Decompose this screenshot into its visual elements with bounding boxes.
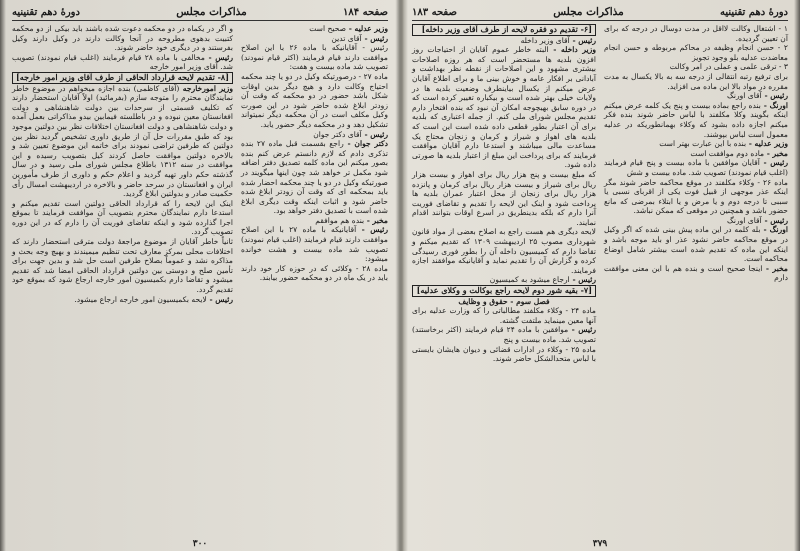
right-page-footer: ۳۷۹ [592, 539, 608, 549]
speaker-name: دکتر جوان - [343, 139, 388, 149]
speaker-name: مخبر - [762, 263, 788, 273]
speech-text: لایحه بکمیسیون امور خارجه ارجاع میشود. [74, 294, 207, 304]
speaker-name: رئیس - [361, 33, 388, 43]
right-col1-speaker-paragraph [604, 225, 788, 263]
right-col2-speaker-paragraph [412, 275, 596, 285]
right-page [400, 0, 800, 551]
left-col1-speaker-paragraph [241, 34, 388, 44]
right-page-body [412, 24, 788, 364]
left-col2-paragraph: ثانیاً خاطر آقایان از موضوع مراجعهٔ دولت مترقی استحضار دارند که اختلافات محلی بمرکز معارف تحت تنظیم میمیندند و بهیچ وجه بحث و مذاکره نشد و عموماً بصلاح طرفین است حل شد و بدین جهت برای تأمین صلح و دوستی بین دولتین قرارداد الحاقی امضا شد که تقدیم میشود و تقاضا دارم بکمیسیون امور خارجه ارجاع شود که بموقع خود تقدیم گردد. [12, 237, 233, 295]
speaker-name: رئیس - [361, 129, 388, 139]
speaker-name: مخبر - [764, 148, 788, 158]
right-col1-paragraph: ۳ - ترقی علمی و عملی در امر وکالت [669, 62, 788, 72]
speech-text: اینجا صحیح است و بنده هم با این معنی موافقت دارم [604, 263, 788, 283]
speech-text: ارجاع میشود به کمیسیون [489, 275, 570, 285]
speech-text: موافقین با ماده ۲۴ قیام فرمایند (اکثر برخاستند) تصویب شد. ماده بیست و پنج [412, 325, 596, 344]
right-col2-speaker-paragraph [412, 325, 596, 344]
left-page-session: دورهٔ دهم تقنینیه [12, 7, 80, 18]
right-page-number: صفحه ۱۸۳ [412, 7, 457, 18]
right-col2-paragraph: ماده ۲۵ - وکلاء در ادارات قضائی و دیوان هایشان بایستی با لباس متحدالشکل حاضر شوند. [412, 344, 597, 364]
speaker-name: رئیس - [569, 35, 596, 45]
speech-text: البته خاطر عموم آقایان از احتیاجات روز افزون بلدیه ها مستحضر است که هر روزه اصلاحات بیشتری مشهود و این اصلاحات از نقطه نظر بهداشت و آبادانی بر افکار عامه و خوش بینی ما و برای اطلاع آقایان عرض میکنم از یکسال بیاینطرف وضعیت بلدیه ها در ولایات خیلی بهتر شده است و بیکباره تغییر کرده است که در دوره سابق بهیچوجه امکان آن نبود که بنده افتخار دارم تقدیم مجلس شورای ملی کنم. از جمله اعتباری که بلدیه برای آن اعتبار بطور قطعی داده شده است این است که بلدیه های اهواز و شیراز و کرمان و زنجان محتاج یک مساعدت مالی میباشند و استدعا دارم آقایان موافقت فرمایند که برای پرداخت این مبلغ از اعتبار بلدیه ها صورتی داده شود. [412, 45, 596, 170]
left-col2-section-heading: [۸- تقدیم لایحه قرارداد الحاقی از طرف آقای وزیر امور خارجه] [12, 72, 233, 84]
speaker-name: وزیر داخله - [548, 45, 596, 55]
right-col1-paragraph: ۱ - اشتغال وکالت لااقل در مدت دوسال در درجه که برای آن تعیین گردیده. [604, 24, 788, 43]
left-page-column-2 [12, 24, 233, 304]
left-col2-paragraph: و اگر در یکماه در دو محکمه دعوت شده باشند باید بیکی از دو محکمه کتبیت بدهوی مطروحه در آنجا وکالت دارند در وکیل دارند وکیل بفرستند و در دیگری خود حاضر شوند. [12, 24, 233, 53]
right-col1-speaker-paragraph [604, 101, 788, 139]
left-col2-speaker-paragraph [12, 84, 233, 199]
speaker-name: رئیس - [759, 158, 788, 168]
speech-text: آقایان موافقین با ماده بیست و پنج قیام فرمایند (اغلب قیام نمودند) تصویب شد. ماده بیست و شش [604, 158, 788, 177]
speaker-name: رئیس - [568, 325, 596, 335]
right-col1-speaker-paragraph [604, 149, 788, 159]
left-col2-speaker-paragraph [12, 295, 233, 305]
left-col1-speaker-paragraph [241, 130, 388, 140]
speech-text: آقایانیکه با ماده ۲۷ با این اصلاح موافقت دارند قیام فرمایند (اغلب قیام نمودند) تصویب شد ماده بیست و هشت خوانده میشود: [241, 225, 388, 264]
left-col1-paragraph: رئیس - آقایانیکه با ماده ۲۶ با این اصلاح موافقت دارند قیام فرمایند (اکثر قیام نمودند) تصویب شد ماده بیست و هفت: [241, 43, 388, 72]
speech-text: (آقای کاظمی) بنده اجازه میخواهم در موضوع خاطر نمایندگان محترم را متوجه سازم (بفرمائید) اولاً آقایان استحضار دارند که تکلیف قسمتی از سرحدات بین دولت شاهنشاهی و دولت افغانستان معین نبوده و در باطلسته فیمابین بیدو مذاکراتی بعمل آمده و دولت شاهنشاهی و دولت افغانستان اختلافات نظر بین دولتین موجود بود که طبق مقررات حل آن از طریق داوری تشخیص گردید نظر بین دولتین که طرفین تراضی نمودند برای خاتمه این موضوع تعیین شد و بالاخره دولتین موافقت حاصل کردند کیل بتصویب رسیده و این موافقت در سنه ۱۳۱۲ باطلاع مجلس شورای ملی رسید و در سال گذشته حکم داور تهیه گردید و اعلام حکم و داوری از طرف مأمورین ایران و افغانستان در سرحد حاضر و بالاخره در اردیبهشت امسال رأی حکمیت صادر و بدولتین ابلاغ گردید. [12, 83, 233, 199]
speech-text: بنده هم موافقم [315, 215, 365, 225]
binding-gutter [396, 0, 404, 551]
right-col1-speaker-paragraph [604, 91, 788, 101]
right-page-column-1 [604, 24, 788, 364]
speaker-name: رئیس - [761, 215, 788, 225]
speaker-name: رئیس - [206, 294, 233, 304]
speech-text: آقای اورنگ [727, 215, 762, 225]
left-col1-speaker-paragraph [241, 139, 388, 216]
speech-text: بنده با این عبارت بهتر است [659, 139, 747, 149]
left-col2-paragraph: اینک این لایحه را که قرارداد الحاقی دولتین است تقدیم میکنم و استدعا دارم نمایندگان محترم بتصویب آن موافقت فرمایند تا بموقع اجرا گذارده شود و اینکه تقاضای فوریت آن را دارم که در این دوره تصویب گردد. [12, 198, 233, 237]
left-col1-speaker-paragraph [241, 24, 388, 34]
speaker-name: اورنگ - [760, 225, 788, 235]
right-col2-speaker-paragraph [412, 45, 596, 170]
speech-text: راجع بقسمت قبل ماده ۲۷ بنده تذکری دادم که لازم دانستم عرض کنم بنده بصور میکنم این ماده کلمه تصدیق دفتر اضافه شود مکمل تر خواهد شد چون اینها میگویند در صورتیکه وکیل در دو یا چند محکمه احضار شده باید بمحکمه ای که وقت آن زودتر ابلاغ شده حاضر شود و اثبات اینکه وقت دیگری ابلاغ شده است با تصدیق دفتر خواهد بود. [241, 139, 388, 216]
left-col1-paragraph: ماده ۲۸ - وکلائی که در حوزه کار خود دارند باید در یک ماه در دو محکمه حضور بیابند. [241, 263, 389, 283]
left-page-body [12, 24, 388, 304]
right-col2-paragraph: ماده ۲۴ - وکلاء مکلفند مطالباتی را که وزارت عدلیه برای آنها معین مینماید ملتفت گشته. [412, 306, 596, 325]
left-page-header [12, 6, 388, 21]
right-col1-paragraph: ۲ - حسن انجام وظیفه در محاکم مربوطه و حسن انجام معاضدت عدلیه بلو وجود تجویز [604, 43, 788, 62]
speech-text: آقای تدین [331, 33, 362, 43]
right-col1-speaker-paragraph [604, 158, 788, 177]
speech-text: بنده راجع بماده بیست و پنج یک کلمه عرض میکنم اینکه بگویند وکلا مکلفند با لباس حاضر شوند بنده فکر میکنم اجازه داده بشود که وکلاء بهمانطوریکه در عدلیه معمول است لباس بپوشند. [604, 100, 788, 139]
speech-text: مخالفی با ماده ۲۸ قیام فرمایند (اغلب قیام نمودند) تصویب شد. آقای وزیر امور خارجه [12, 52, 233, 72]
speech-text: بله کلمه در این ماده پیش بینی شده که اگر وکیل در موقع محاکمه حاضر نشود عذر او باید موجه باشد و اینکه این ماده که تقدیم شده است بیشتر شامل اوضاع محاکمه است. [604, 225, 788, 264]
speaker-name: رئیس - [761, 91, 788, 101]
speaker-name: اورنگ - [760, 100, 788, 110]
left-col1-paragraph: ماده ۲۷ - درصورتیکه وکیل در دو یا چند محکمه احتیاج وکالت دارد و هیچ دیگر بدین اوقات شکل باشد حضور در دو محکمه که وقت آن زودتر ابلاغ شده حاضر شود در این صورت وکیل مکلف است در آن محکمه دیگر نمیتواند تشکیل دهد و در محکمه دیگر حضور یابد. [241, 71, 388, 129]
right-col2-section-heading: [۷- بقیه شور دوم لایحه راجع بوکالت و وکلای عدلیه] [412, 285, 596, 297]
left-page-title: مذاکرات مجلس [176, 6, 247, 18]
speaker-name: مخبر - [364, 215, 388, 225]
left-col1-speaker-paragraph [241, 225, 388, 263]
speaker-name: رئیس - [204, 52, 233, 62]
right-page-header [412, 6, 788, 21]
right-col2-paragraph: لایحه دیگری هم هست راجع به اصلاح بعضی از مواد قانون شهرداری مصوب ۲۵ اردیبهشت ۱۳۰۹ که تقدیم میکنم و تقاضا دارم که کمیسیون داخله آن را بطور فوری رسیدگی کرده و گزارش آن را تقدیم نماید و آقایانیکه موافقند اجازه فرمایند. [412, 227, 597, 275]
speech-text: ماده دوم موافقت است [690, 148, 765, 158]
right-col2-paragraph: که مبلغ بیست و پنج هزار ریال برای اهواز و بیست هزار ریال برای شیراز و بیست هزار ریال برای کرمان و پانزده هزار ریال برای زنجان از محل اعتبار عمران بلدیه ها پرداخت شود و اینک این لایحه را تقدیم و تقاضای فوریت آنرا دارم که بلکه بدینطریق در اسرع اوقات بتوانند اقدام نمایند. [412, 169, 596, 227]
speech-text: آقای وزیر داخله [520, 35, 570, 45]
speaker-name: وزیر عدلیه - [746, 139, 788, 149]
speaker-name: وزیر عدلیه - [346, 24, 388, 33]
left-col2-speaker-paragraph [12, 53, 233, 72]
speaker-name: رئیس - [569, 275, 596, 285]
right-col2-section-heading: [۶- تقدیم دو فقره لایحه از طرف آقای وزیر داخله] [412, 24, 596, 36]
right-col2-speaker-paragraph [412, 36, 596, 46]
right-col1-speaker-paragraph [604, 264, 788, 283]
speech-text: صحیح است [309, 24, 347, 33]
right-page-title: مذاکرات مجلس [553, 6, 624, 18]
right-col2-centered-title: فصل سوم - حقوق و وظایف [458, 296, 550, 306]
speaker-name: رئیس - [356, 225, 388, 235]
right-col1-speaker-paragraph [604, 139, 788, 149]
speaker-name: وزیر امورخارجه [179, 83, 233, 93]
right-col1-paragraph: برای ترفیع رتبه انتقالی از درجه سه به بالا یکسال به مدت مقرره در مواد بالا این ماده می افزاید. [604, 71, 788, 91]
speech-text: آقای اورنگ [727, 91, 762, 101]
left-page-column-1 [241, 24, 388, 304]
left-page-number: صفحه ۱۸۴ [343, 7, 388, 18]
speech-text: آقای دکتر جوان [313, 129, 362, 139]
right-col1-paragraph: ماده ۲۶ - وکلاء مکلفند در موقع محاکمه حاضر شوند مگر اینکه عذر موجهی از قبیل فوت یکی از اقربای نسبی یا سببی تا درجه دوم و یا مرض و یا ابتلاء بمرضی که مانع حضور باشد و همچنین در موقعی که ممکن نباشد. [604, 177, 788, 216]
right-page-session: دورهٔ دهم تقنینیه [720, 7, 788, 18]
right-page-column-2 [412, 24, 596, 364]
left-page-footer: ۳۰۰ [192, 539, 208, 549]
